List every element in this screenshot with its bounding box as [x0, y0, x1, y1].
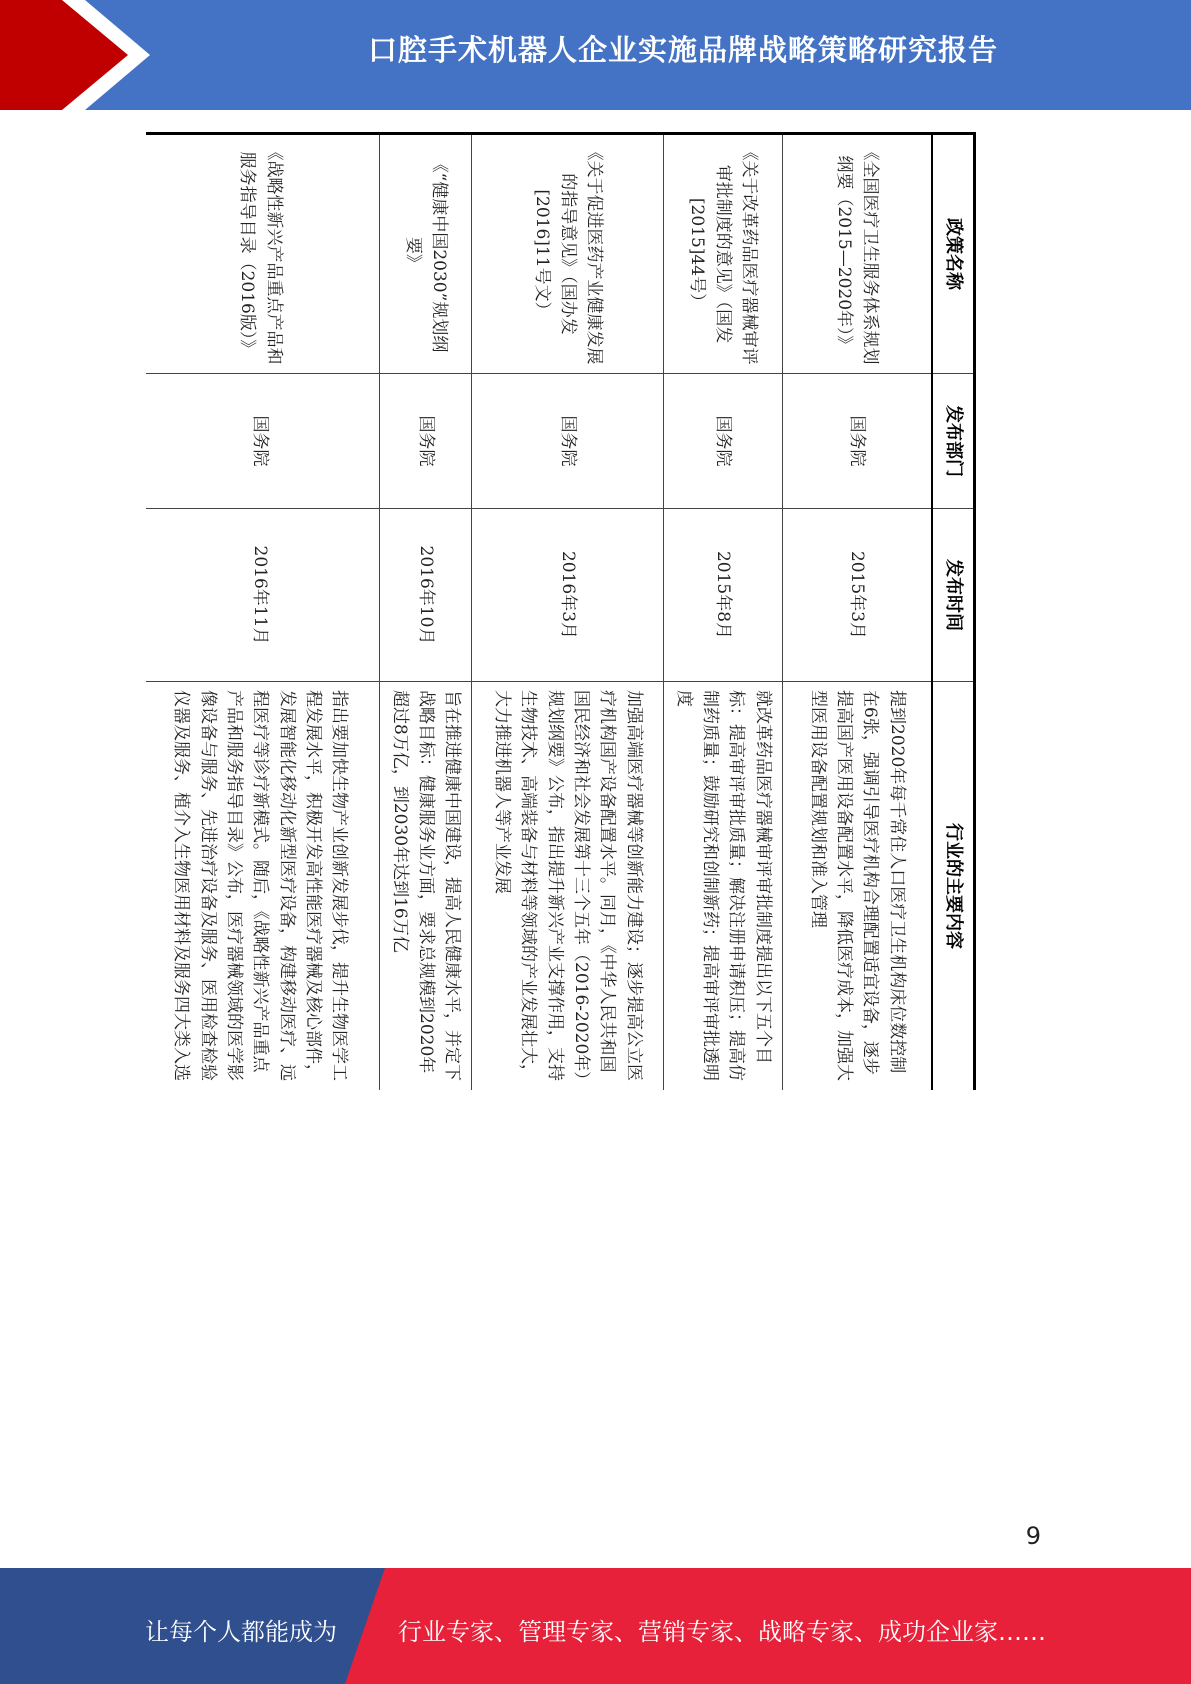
page-header — [0, 0, 1191, 110]
policy-name-cell: 《关于促进医药产业健康发展的指导意见》（国办发[2016]11号文） — [472, 134, 664, 374]
table-row — [380, 134, 472, 1091]
department-cell: 国务院 — [664, 374, 782, 509]
content-cell: 提到2020年每千常住人口医疗卫生机构床位数控制在6张，强调引导医疗机构合理配置适宜设备，逐步提高国产医用设备配置水平，降低医疗成本，加强大型医用设备配置规划和准入管理 — [782, 682, 932, 1091]
policy-table-frame — [146, 132, 976, 1090]
header-department: 发布部门 — [932, 374, 974, 509]
content-cell: 加强高端医疗器械等创新能力建设；逐步提高公立医疗机构国产设备配置水平。同月，《中华人民共和国国民经济和社会发展第十三个五年（2016-2020年）规划纲要》公布，指出提升新兴产业支撑作用，支持生物技术、高端装备与材料等领域的产业发展壮大，大力推进机器人等产业发展 — [472, 682, 664, 1091]
publish-date-cell: 2016年10月 — [380, 509, 472, 682]
publish-date-cell: 2015年8月 — [664, 509, 782, 682]
department-cell: 国务院 — [146, 374, 380, 509]
header-policy-name: 政策名称 — [932, 134, 974, 374]
publish-date-cell: 2016年3月 — [472, 509, 664, 682]
content-cell: 就改革药品医疗器械审评审批制度提出以下五个目标：提高审评审批质量；解决注册申请积压；提高仿制药质量；鼓励研究和创制新药；提高审评审批透明度 — [664, 682, 782, 1091]
publish-date-cell: 2016年11月 — [146, 509, 380, 682]
content-cell: 指出要加快生物产业创新发展步伐，提升生物医学工程发展水平，积极开发高性能医疗器械及核心部件，发展智能化移动化新型医疗设备，构建移动医疗、远程医疗等诊疗新模式。随后，《战略性新兴产品重点产品和服务指导目录》公布，医疗器械领域的医学影像设备与服务、先进治疗设备及服务、医用检查检验仪器及服务、植介入生物医用材料及服务四大类入选 — [146, 682, 380, 1091]
page-number: 9 — [1025, 1522, 1041, 1550]
policy-name-cell: 《“健康中国2030”规划纲要》 — [380, 134, 472, 374]
policy-name-cell: 《全国医疗卫生服务体系规划纲要（2015—2020年）》 — [782, 134, 932, 374]
table-header-row — [932, 134, 974, 1091]
header-main-content: 行业的主要内容 — [932, 682, 974, 1091]
publish-date-cell: 2015年3月 — [782, 509, 932, 682]
policy-name-cell: 《关于改革药品医疗器械审评审批制度的意见》（国发[2015]44号） — [664, 134, 782, 374]
content-cell: 旨在推进健康中国建设，提高人民健康水平，并定下战略目标：健康服务业方面，要求总规模到2020年超过8万亿，到2030年达到16万亿 — [380, 682, 472, 1091]
department-cell: 国务院 — [472, 374, 664, 509]
policy-table — [146, 132, 976, 1090]
header-publish-date: 发布时间 — [932, 509, 974, 682]
table-row — [472, 134, 664, 1091]
header-chevron-decoration — [0, 0, 160, 110]
report-title: 口腔手术机器人企业实施品牌战略策略研究报告 — [367, 33, 998, 67]
footer-slogan-right: 行业专家、管理专家、营销专家、战略专家、成功企业家…… — [398, 1618, 1046, 1646]
page-footer — [0, 1568, 1191, 1684]
table-row — [146, 134, 380, 1091]
table-row — [664, 134, 782, 1091]
table-row — [782, 134, 932, 1091]
department-cell: 国务院 — [782, 374, 932, 509]
footer-slogan-left: 让每个人都能成为 — [145, 1618, 337, 1646]
policy-name-cell: 《战略性新兴产品重点产品和服务指导目录（2016版）》 — [146, 134, 380, 374]
department-cell: 国务院 — [380, 374, 472, 509]
